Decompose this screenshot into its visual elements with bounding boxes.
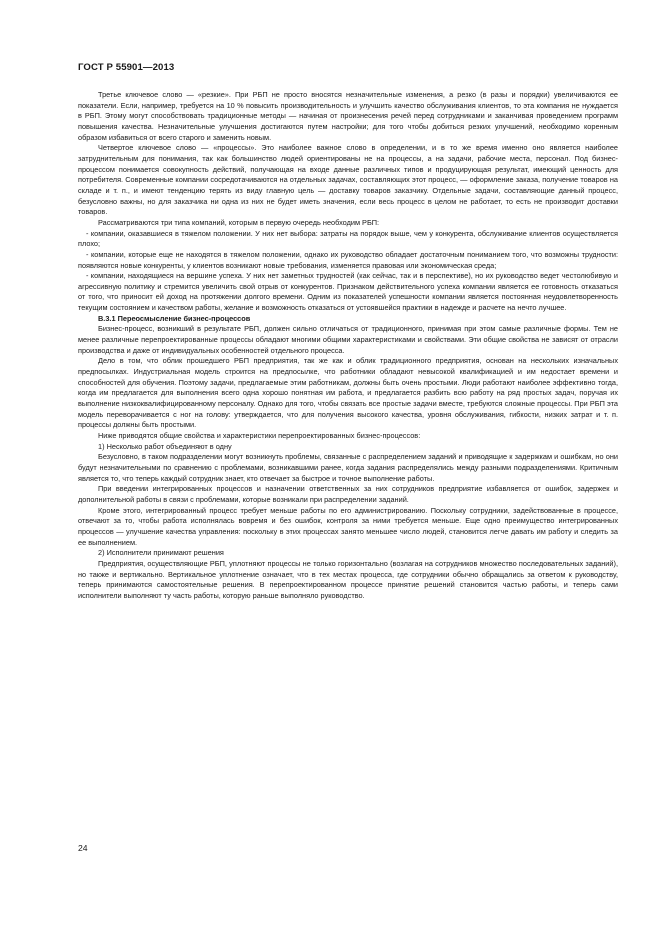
paragraph: Бизнес-процесс, возникший в результате РБП, должен сильно отличаться от традиционного, принимая при этом самые различные формы. Тем не менее различные перепроектированные процессы обладают многими общими характеристиками и свойствами. Эти общие свойства не зависят от отрасли производства и даже от индивидуальных особенностей отдельного процесса. [78, 324, 618, 355]
paragraph-company-types-intro: Рассматриваются три типа компаний, которым в первую очередь необходим РБП: [98, 217, 380, 227]
paragraph-keyword-processes: Четвертое ключевое слово — «процессы». Это наиболее важное слово в определении, и в то же время именно оно является наиболее затруднительным для понимания, так как большинство людей ориентированы не на процессы, а на задачи, рабочие места, персонал. Под бизнес-процессом понимается совокупность действий, получающая на входе данные различных типов и продуцирующая результат, имеющий ценность для потребителя. Современные компании сосредотачиваются на отдельных задачах, составляющих этот процесс, — оформление заказа, получение товаров на складе и т. п., и имеют тенденцию терять из виду главную цель — доставку товаров заказчику. Отдельные задачи, составляющие данный процесс, безусловно важны, но для заказчика ни одна из них не будет иметь значения, если весь процесс в целом не работает, то есть не производит доставки товаров. [78, 143, 618, 217]
page-header: ГОСТ Р 55901—2013 [78, 62, 175, 73]
numbered-item-heading: 2) Исполнители принимают решения [98, 548, 224, 558]
paragraph: Ниже приводятся общие свойства и характеристики перепроектированных бизнес-процессов: [98, 431, 421, 440]
section-heading: В.3.1 Переосмысление бизнес-процессов [98, 313, 251, 323]
page-number: 24 [78, 843, 88, 853]
document-body [78, 90, 618, 602]
paragraph: При введении интегрированных процессов и назначении ответственных за них сотрудников предприятие избавляется от ошибок, задержек и дополнительной работы в связи с проблемами, которые возникали при распределении заданий. [78, 484, 618, 504]
paragraph: Дело в том, что облик прошедшего РБП предприятия, так же как и облик традиционного предприятия, основан на нескольких изначальных предпосылках. Индустриальная модель строится на предпосылке, что работники обладают невысокой квалификацией и им недостает времени и способностей для обучения. Поэтому задачи, предлагаемые этим работникам, должны быть очень простыми. Люди работают наиболее эффективно тогда, когда им предлагается для выполнения всего одна хорошо понятная им работа, и предлагается разбить всю работу на ряд простых задач, поручая их выполнение низкоквалифицированному персоналу. Однако для того, чтобы связать все простые задачи вместе, требуются сложные процессы. При РБП эта модель переворачивается с ног на голову: утверждается, что для получения высокого качества, уровня обслуживания, гибкости, низких затрат и т. п. процессы должны быть простыми. [78, 356, 618, 430]
paragraph: Безусловно, в таком подразделении могут возникнуть проблемы, связанные с распределением заданий и приводящие к задержкам и ошибкам, но они будут незначительными по сравнению с проблемами, возникавшими ранее, когда задания распределялись между разными подразделениями. Критичным является то, что теперь каждый сотрудник знает, кто отвечает за быстрое и точное выполнение работы. [78, 452, 618, 483]
paragraph-keyword-sharp: Третье ключевое слово — «резкие». При РБП не просто вносятся незначительные изменения, а резко (в разы и порядки) увеличиваются ее показатели. Если, например, требуется на 10 % повысить производительность и улучшить качество обслуживания клиентов, то эта компания не нуждается в РБП. Этому могут способствовать традиционные методы — начиная от произнесения речей перед сотрудниками и заканчивая проведением программ повышения качества. Незначительные улучшения достигаются путем настройки; для того чтобы добиться резких улучшений, необходимо коренным образом избавиться от всего старого и заменить новым. [78, 90, 618, 142]
numbered-item-heading: 1) Несколько работ объединяют в одну [98, 441, 232, 451]
paragraph: Кроме этого, интегрированный процесс требует меньше работы по его администрированию. Поскольку сотрудники, задействованные в процессе, отвечают за то, чтобы работа исполнялась вовремя и без ошибок, контроля за ними требуется меньше. Еще одно преимущество интегрированных процессов — улучшение качества управления: поскольку в этих процессах занято меньшее число людей, становится легче давать им работу и следить за ее выполнением. [78, 505, 618, 547]
list-item-company-type: - компании, которые еще не находятся в тяжелом положении, однако их руководство обладает достаточным пониманием того, что возможны трудности: появляются новые конкуренты, у клиентов возникают новые требования, изменяется правовая или экономическая среда; [78, 249, 618, 270]
list-item-company-type: - компании, оказавшиеся в тяжелом положении. У них нет выбора: затраты на порядок выше, чем у конкурента, обслуживание клиентов осуществляется плохо; [78, 228, 618, 249]
list-item-company-type: - компании, находящиеся на вершине успеха. У них нет заметных трудностей (как сейчас, так и в перспективе), но их руководство ведет честолюбивую и агрессивную политику и стремится увеличить свой отрыв от конкурентов. Признаком действительного успеха компании является ее готовность отказаться от того, что приносит ей доход на протяжении долгого времени. Одним из показателей успешности компании является постоянная неудовлетворенность текущим состоянием и качеством работы, желание и возможность отказаться от устоявшейся практики в надежде и расчете на нечто лучшее. [78, 271, 618, 313]
paragraph: Предприятия, осуществляющие РБП, уплотняют процессы не только горизонтально (возлагая на сотрудников множество последовательных заданий), но также и вертикально. Вертикальное уплотнение означает, что в тех местах процесса, где сотрудники обычно обращались за ответом к руководству, теперь принимаются самостоятельные решения. В перепроектированном процессе принятие решений становится частью работы, и теперь сами исполнители выполняют ту часть работы, которую раньше выполняло руководство. [78, 558, 618, 600]
